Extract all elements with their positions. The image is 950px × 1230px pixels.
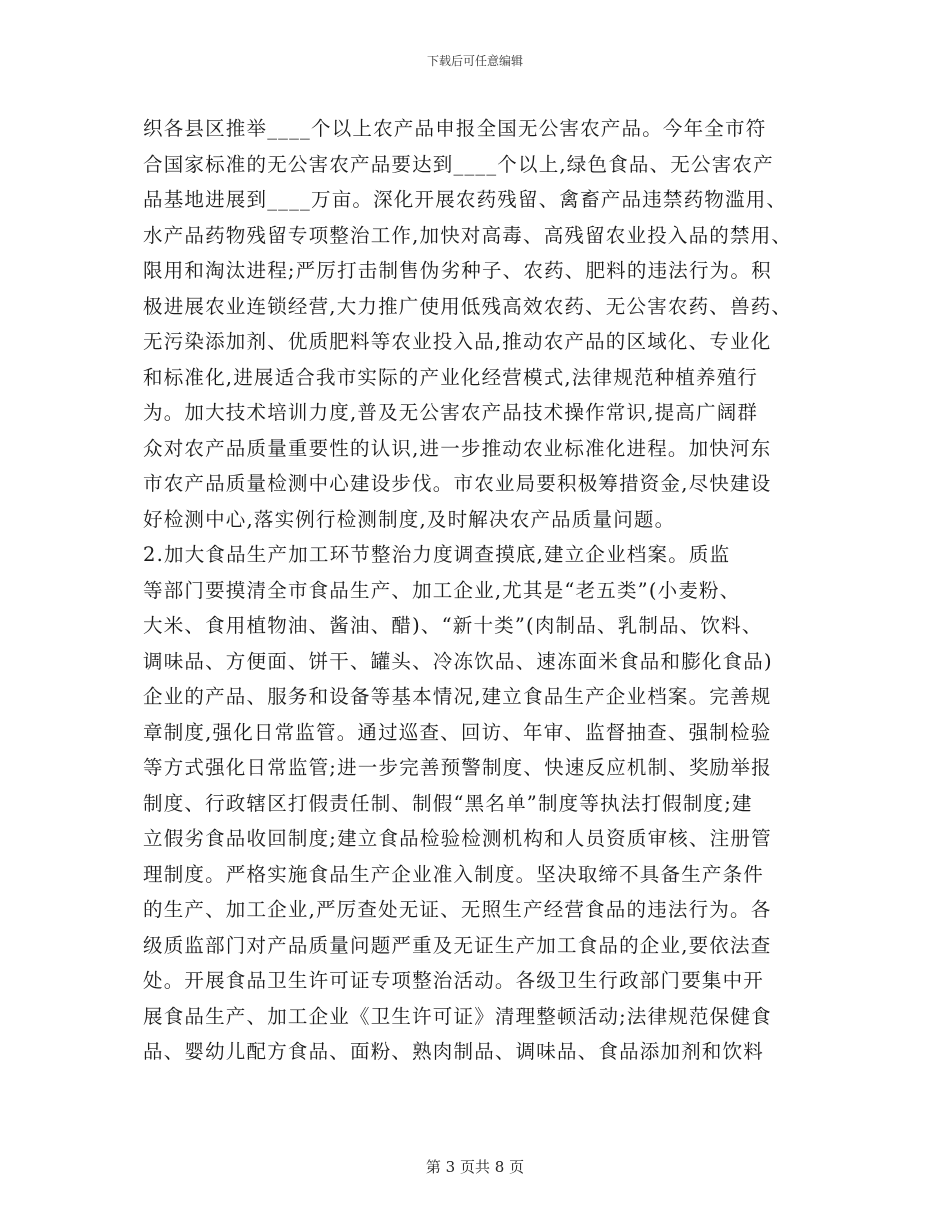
body-line: 织各县区推举____个以上农产品申报全国无公害农产品。今年全市符 — [143, 117, 767, 140]
body-line: 2.加大食品生产加工环节整治力度调查摸底,建立企业档案。质监 — [143, 543, 731, 566]
body-line: 等部门要摸清全市食品生产、加工企业,尤其是“老五类”(小麦粉、 — [143, 578, 741, 602]
page-footer: 第 3 页共 8 页 — [425, 1158, 525, 1176]
body-line: 众对农产品质量重要性的认识,进一步推动农业标准化进程。加快河东 — [143, 436, 772, 460]
body-line: 和标准化,进展适合我市实际的产业化经营模式,法律规范种植养殖行 — [143, 365, 759, 389]
body-line: 调味品、方便面、饼干、罐头、冷冻饮品、速冻面米食品和膨化食品) — [143, 649, 773, 673]
body-line: 无污染添加剂、优质肥料等农业投入品,推动农产品的区域化、专业化 — [143, 330, 772, 353]
body-line: 极进展农业连锁经营,大力推广使用低残高效农药、无公害农药、兽药、 — [143, 294, 793, 318]
body-line: 章制度,强化日常监管。通过巡查、回访、年审、监督抽查、强制检验 — [143, 720, 772, 744]
body-line: 等方式强化日常监管;进一步完善预警制度、快速反应机制、奖励举报 — [143, 756, 772, 779]
body-line: 品、婴幼儿配方食品、面粉、熟肉制品、调味品、食品添加剂和饮料 — [143, 1040, 765, 1063]
body-line: 立假劣食品收回制度;建立食品检验检测机构和人员资质审核、注册管 — [143, 827, 772, 850]
body-line: 的生产、加工企业,严厉查处无证、无照生产经营食品的违法行为。各 — [143, 898, 772, 921]
body-line: 级质监部门对产品质量问题严重及无证生产加工食品的企业,要依法查 — [143, 933, 772, 957]
body-line: 为。加大技术培训力度,普及无公害农产品技术操作常识,提高广阔群 — [143, 401, 759, 424]
body-line: 制度、行政辖区打假责任制、制假“黑名单”制度等执法打假制度;建 — [143, 791, 753, 815]
body-line: 企业的产品、服务和设备等基本情况,建立食品生产企业档案。完善规 — [143, 685, 772, 708]
body-line: 大米、食用植物油、酱油、醋)、“新十类”(肉制品、乳制品、饮料、 — [143, 614, 763, 637]
body-line: 水产品药物残留专项整治工作,加快对高毒、高残留农业投入品的禁用、 — [143, 223, 793, 247]
body-line: 处。开展食品卫生许可证专项整治活动。各级卫生行政部门要集中开 — [143, 969, 765, 992]
body-line: 限用和淘汰进程;严厉打击制售伪劣种子、农药、肥料的违法行为。积 — [143, 259, 772, 282]
body-line: 展食品生产、加工企业《卫生许可证》清理整顿活动;法律规范保健食 — [143, 1004, 772, 1028]
body-line: 理制度。严格实施食品生产企业准入制度。坚决取缔不具备生产条件 — [143, 862, 765, 886]
body-line: 品基地进展到____万亩。深化开展农药残留、禽畜产品违禁药物滥用、 — [143, 188, 788, 211]
body-line: 市农产品质量检测中心建设步伐。市农业局要积极筹措资金,尽快建设 — [143, 472, 772, 495]
page-header: 下载后可任意编辑 — [426, 54, 523, 68]
body-line: 好检测中心,落实例行检测制度,及时解决农产品质量问题。 — [143, 507, 676, 531]
body-line: 合国家标准的无公害农产品要达到____个以上,绿色食品、无公害农产 — [143, 152, 774, 176]
